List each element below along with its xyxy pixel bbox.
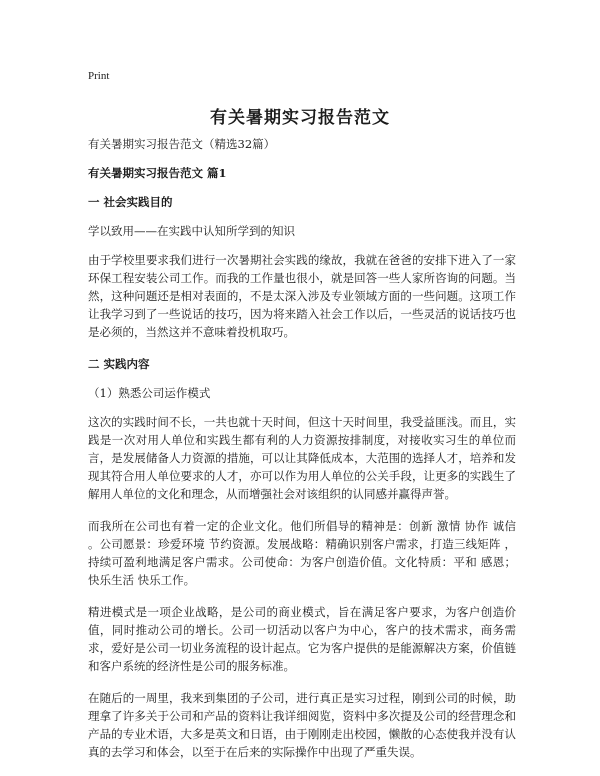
- print-label: Print: [88, 70, 110, 82]
- section-subtitle-purpose: 学以致用——在实践中认知所学到的知识: [88, 224, 295, 238]
- subsection-heading: （1）熟悉公司运作模式: [88, 386, 211, 400]
- document-title: 有关暑期实习报告范文: [210, 108, 390, 128]
- paragraph: 而我所在公司也有着一定的企业文化。他们所倡导的精神是：创新 激情 协作 诚信 。公司愿景：珍爱环境 节约资源。发展战略：精确识别客户需求，打造三线矩阵 ，持续可盈利地满足客户需求。公司使命：为客户创造价值。文化特质：平和 感恩；快乐生活 快乐工作。: [88, 519, 516, 587]
- section-heading-purpose: 一 社会实践目的: [88, 195, 173, 209]
- paragraph: 由于学校里要求我们进行一次暑期社会实践的缘故，我就在爸爸的安排下进入了一家环保工程安装公司工作。而我的工作量也很小，就是回答一些人家所咨询的问题。当然，这种问题还是相对表面的，不是太深入涉及专业领域方面的一些问题。这项工作让我学习到了一些说话的技巧，因为将来踏入社会工作以后，一些灵活的说话技巧也是必须的，当然这并不意味着投机取巧。: [88, 253, 516, 339]
- paragraph: 精进模式是一项企业战略，是公司的商业模式，旨在满足客户要求，为客户创造价值，同时推动公司的增长。公司一切活动以客户为中心，客户的技术需求，商务需求，爱好是公司一切业务流程的设计起点。它为客户提供的是能源解决方案，价值链和客户系统的经济性是公司的服务标准。: [88, 605, 516, 673]
- document-subtitle: 有关暑期实习报告范文（精选32篇）: [88, 137, 276, 151]
- document-body: [88, 135, 516, 775]
- paragraph: 在随后的一周里，我来到集团的子公司，进行真正是实习过程，刚到公司的时候，助理拿了许多关于公司和产品的资料让我详细阅览，资料中多次提及公司的经营理念和产品的专业术语，大多是英文和日语，由于刚刚走出校园，懒散的心态使我并没有认真的去学习和体会，以至于在后来的实际操作中出现了严重失误。: [88, 691, 516, 759]
- section-heading-content: 二 实践内容: [88, 357, 150, 371]
- paragraph: 这次的实践时间不长，一共也就十天时间，但这十天时间里，我受益匪浅。而且，实践是一次对用人单位和实践生都有利的人力资源按排制度，对接收实习生的单位而言，是发展储备人力资源的措施，可以让其降低成本，大范围的选择人才，培养和发现其符合用人单位要求的人才，亦可以作为用人单位的公关手段，让更多的实践生了解用人单位的文化和理念，从而增强社会对该组织的认同感并赢得声誉。: [88, 415, 516, 501]
- article-heading: 有关暑期实习报告范文 篇1: [88, 166, 227, 180]
